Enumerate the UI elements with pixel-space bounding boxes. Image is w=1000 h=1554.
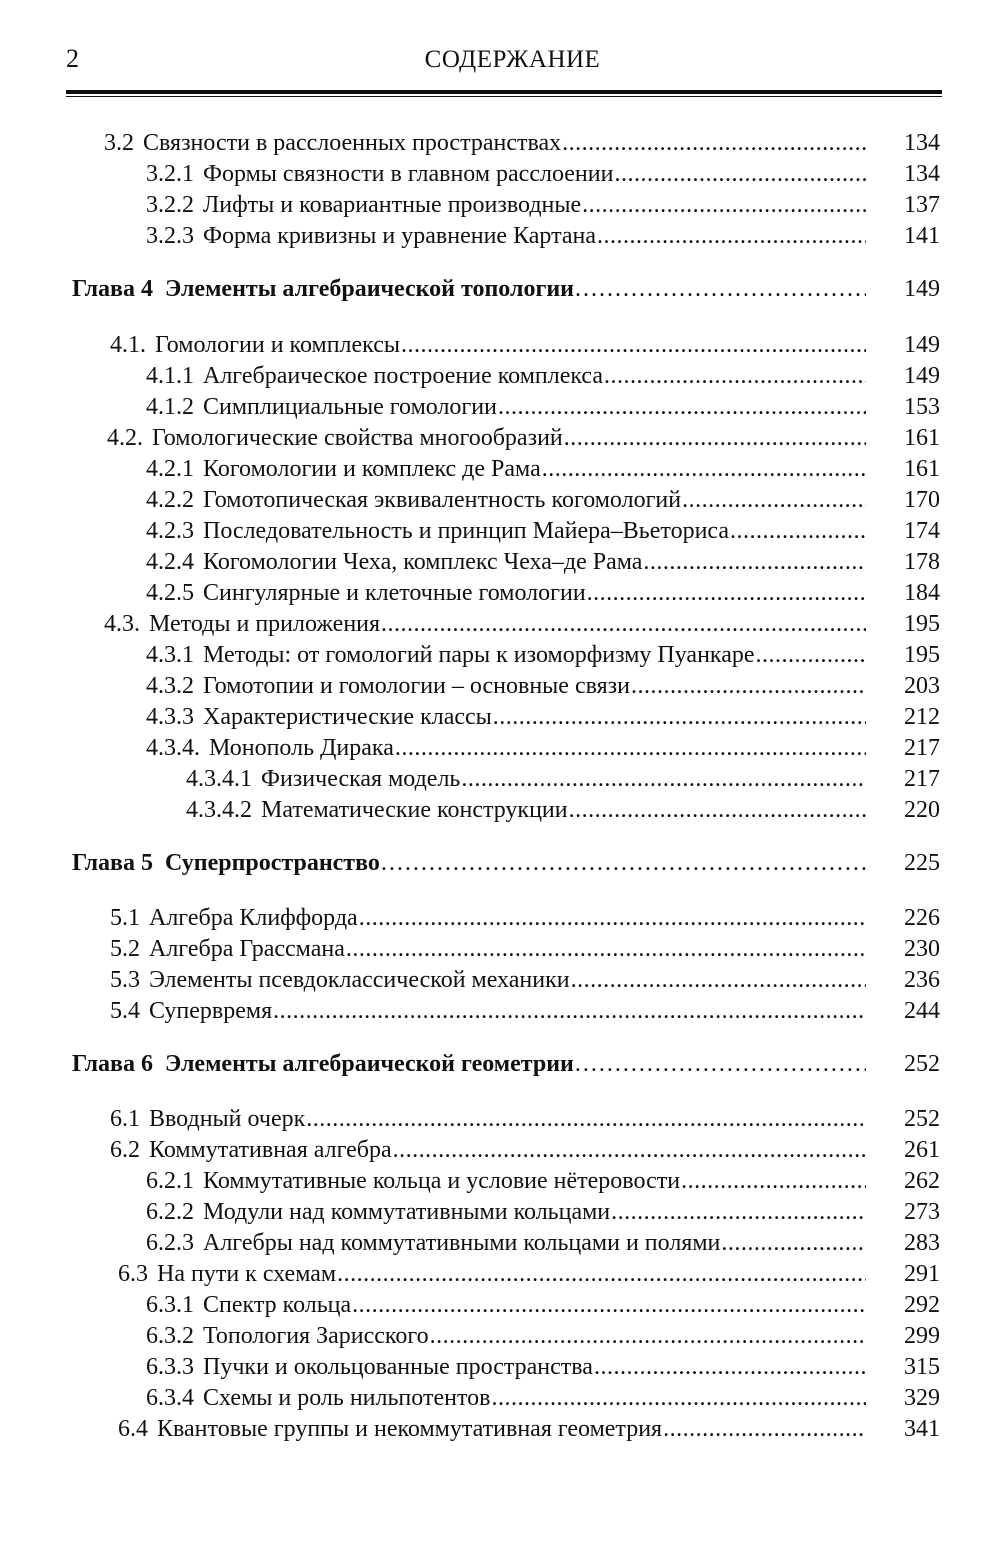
toc-page-number: 262 [904, 1168, 940, 1194]
toc-entry-row [146, 361, 940, 391]
toc-entry-row [118, 1259, 940, 1289]
toc-page-number: 170 [904, 487, 940, 513]
toc-entry-title: Вводный очерк [149, 1106, 306, 1132]
toc-entry-number: 6.3.2 [146, 1323, 194, 1349]
toc-entry-number: 6.2.1 [146, 1168, 194, 1194]
toc-entry-number: 4.3.3 [146, 704, 194, 730]
toc-entry-row [146, 516, 940, 546]
toc-page-number: 134 [904, 161, 940, 187]
toc-entry-row [110, 1104, 940, 1134]
dot-leader [611, 1197, 866, 1227]
toc-entry-row [146, 1228, 940, 1258]
toc-entry-row [146, 733, 940, 763]
dot-leader [571, 965, 866, 995]
toc-entry-title: Физическая модель [261, 766, 461, 792]
toc-entry-title: Гомотопии и гомологии – основные связи [203, 673, 630, 699]
toc-entry-title: Алгебра Грассмана [149, 936, 345, 962]
toc-entry-row [146, 671, 940, 701]
toc-entry-title: Коммутативные кольца и условие нётеровости [203, 1168, 681, 1194]
toc-entry-row [146, 1197, 940, 1227]
dot-leader [614, 159, 866, 189]
toc-entry-row [146, 1321, 940, 1351]
toc-entry-title: Элементы алгебраической топологии [165, 276, 574, 302]
dot-leader [594, 1352, 866, 1382]
toc-entry-row [146, 1290, 940, 1320]
toc-entry-title: Суперпространство [165, 850, 380, 876]
dot-leader [359, 903, 866, 933]
toc-entry-number: 4.2.3 [146, 518, 194, 544]
running-head: СОДЕРЖАНИЕ [424, 46, 601, 73]
toc-entry-row [110, 330, 940, 360]
dot-leader [273, 996, 866, 1026]
toc-entry-number: 6.2.2 [146, 1199, 194, 1225]
toc-entry-row [146, 547, 940, 577]
toc-page-number: 174 [904, 518, 940, 544]
toc-entry-number: Глава 6 [72, 1051, 153, 1077]
toc-entry-title: Сингулярные и клеточные гомологии [203, 580, 586, 606]
toc-page-number: 217 [904, 735, 940, 761]
toc-entry-row [104, 128, 940, 158]
toc-entry-number: 4.3.2 [146, 673, 194, 699]
toc-page-number: 137 [904, 192, 940, 218]
dot-leader [569, 795, 866, 825]
dot-leader [681, 1166, 866, 1196]
toc-entry-number: 4.2. [107, 425, 143, 451]
toc-page-number: 329 [904, 1385, 940, 1411]
dot-leader [393, 1135, 866, 1165]
dot-leader [562, 128, 866, 158]
toc-entry-title: Монополь Дирака [209, 735, 394, 761]
toc-page-number: 225 [904, 850, 940, 876]
toc-page-number: 283 [904, 1230, 940, 1256]
toc-entry-number: 4.1. [110, 332, 146, 358]
toc-entry-title: Алгебры над коммутативными кольцами и полями [203, 1230, 721, 1256]
toc-entry-number: 4.2.4 [146, 549, 194, 575]
toc-entry-title: Пучки и окольцованные пространства [203, 1354, 593, 1380]
dot-leader [542, 454, 866, 484]
toc-page-number: 341 [904, 1416, 940, 1442]
toc-page-number: 220 [904, 797, 940, 823]
dot-leader [597, 221, 866, 251]
toc-entry-number: Глава 5 [72, 850, 153, 876]
toc-entry-title: Супервремя [149, 998, 273, 1024]
toc-entry-row [110, 996, 940, 1026]
dot-leader [381, 848, 866, 878]
toc-entry-row [107, 423, 940, 453]
dot-leader [461, 764, 866, 794]
toc-entry-title: Элементы алгебраической геометрии [165, 1051, 574, 1077]
toc-entry-title: Характеристические классы [203, 704, 492, 730]
dot-leader [663, 1414, 866, 1444]
toc-entry-row [110, 1135, 940, 1165]
dot-leader [498, 392, 866, 422]
toc-page-number: 261 [904, 1137, 940, 1163]
dot-leader [756, 640, 866, 670]
toc-entry-number: 4.3.4. [146, 735, 200, 761]
toc-entry-title: Математические конструкции [261, 797, 568, 823]
toc-page-number: 217 [904, 766, 940, 792]
toc-page-number: 184 [904, 580, 940, 606]
toc-entry-row [118, 1414, 940, 1444]
toc-entry-number: 4.2.5 [146, 580, 194, 606]
toc-entry-number: 4.3. [104, 611, 140, 637]
toc-entry-number: 4.3.4.1 [186, 766, 252, 792]
dot-leader [643, 547, 866, 577]
toc-page-number: 244 [904, 998, 940, 1024]
dot-leader [564, 423, 866, 453]
toc-entry-title: Симплициальные гомологии [203, 394, 497, 420]
dot-leader [346, 934, 866, 964]
dot-leader [582, 190, 866, 220]
toc-page-number: 161 [904, 425, 940, 451]
toc-entry-number: 6.2.3 [146, 1230, 194, 1256]
toc-entry-number: Глава 4 [72, 276, 153, 302]
toc-entry-row [146, 1383, 940, 1413]
toc-page-number: 273 [904, 1199, 940, 1225]
toc-entry-row [186, 795, 940, 825]
toc-entry-number: 6.3.3 [146, 1354, 194, 1380]
toc-entry-row [146, 702, 940, 732]
toc-page-number: 141 [904, 223, 940, 249]
dot-leader [401, 330, 866, 360]
dot-leader [381, 609, 866, 639]
toc-entry-row [110, 934, 940, 964]
toc-entry-title: Методы и приложения [149, 611, 381, 637]
toc-entry-number: 4.1.1 [146, 363, 194, 389]
toc-entry-number: 6.3.1 [146, 1292, 194, 1318]
toc-chapter-row [72, 274, 940, 304]
toc-entry-row [110, 965, 940, 995]
toc-entry-row [110, 903, 940, 933]
toc-entry-title: Связности в расслоенных пространствах [143, 130, 562, 156]
toc-chapter-row [72, 1049, 940, 1079]
toc-page-number: 226 [904, 905, 940, 931]
toc-entry-row [146, 1352, 940, 1382]
toc-page-number: 236 [904, 967, 940, 993]
toc-entry-number: 6.4 [118, 1416, 148, 1442]
toc-entry-title: Квантовые группы и некоммутативная геометрия [157, 1416, 663, 1442]
page-number: 2 [66, 44, 79, 73]
toc-page-number: 195 [904, 611, 940, 637]
toc-entry-title: Когомологии и комплекс де Рама [203, 456, 541, 482]
toc-entry-number: 3.2.2 [146, 192, 194, 218]
toc-entry-number: 5.4 [110, 998, 140, 1024]
toc-entry-number: 4.1.2 [146, 394, 194, 420]
dot-leader [430, 1321, 866, 1351]
toc-entry-title: Когомологии Чеха, комплекс Чеха–де Рама [203, 549, 643, 575]
toc-entry-row [146, 640, 940, 670]
toc-entry-number: 4.2.1 [146, 456, 194, 482]
dot-leader [493, 702, 866, 732]
toc-entry-title: Топология Зарисского [203, 1323, 429, 1349]
toc-page-number: 161 [904, 456, 940, 482]
toc-entry-row [104, 609, 940, 639]
toc-entry-title: Гомологии и комплексы [155, 332, 401, 358]
dot-leader [587, 578, 866, 608]
toc-page-number: 212 [904, 704, 940, 730]
toc-entry-title: Спектр кольца [203, 1292, 352, 1318]
toc-page-number: 149 [904, 363, 940, 389]
toc-page-number: 203 [904, 673, 940, 699]
toc-entry-number: 4.3.1 [146, 642, 194, 668]
toc-page-number: 252 [904, 1051, 940, 1077]
toc-entry-title: Формы связности в главном расслоении [203, 161, 614, 187]
toc-entry-title: Элементы псевдоклассической механики [149, 967, 570, 993]
toc-entry-row [186, 764, 940, 794]
toc-entry-number: 5.2 [110, 936, 140, 962]
toc-entry-row [146, 578, 940, 608]
dot-leader [575, 1049, 866, 1079]
dot-leader [575, 274, 866, 304]
dot-leader [631, 671, 866, 701]
toc-entry-title: Схемы и роль нильпотентов [203, 1385, 491, 1411]
toc-page-number: 299 [904, 1323, 940, 1349]
toc-entry-row [146, 159, 940, 189]
toc-entry-title: Последовательность и принцип Майера–Вьеториса [203, 518, 730, 544]
toc-entry-row [146, 221, 940, 251]
toc-page-number: 178 [904, 549, 940, 575]
toc-entry-row [146, 392, 940, 422]
dot-leader [352, 1290, 866, 1320]
toc-page-number: 149 [904, 276, 940, 302]
toc-page-number: 195 [904, 642, 940, 668]
toc-entry-title: Алгебра Клиффорда [149, 905, 358, 931]
toc-entry-number: 5.3 [110, 967, 140, 993]
dot-leader [491, 1383, 866, 1413]
toc-entry-number: 6.2 [110, 1137, 140, 1163]
toc-entry-row [146, 190, 940, 220]
toc-entry-number: 6.1 [110, 1106, 140, 1132]
dot-leader [682, 485, 866, 515]
dot-leader [721, 1228, 866, 1258]
toc-entry-row [146, 485, 940, 515]
toc-entry-title: Гомотопическая эквивалентность когомологий [203, 487, 682, 513]
toc-entry-number: 6.3.4 [146, 1385, 194, 1411]
toc-entry-title: На пути к схемам [157, 1261, 337, 1287]
toc-page-number: 149 [904, 332, 940, 358]
toc-entry-title: Коммутативная алгебра [149, 1137, 392, 1163]
dot-leader [337, 1259, 866, 1289]
toc-page-number: 292 [904, 1292, 940, 1318]
toc-entry-title: Форма кривизны и уравнение Картана [203, 223, 597, 249]
toc-chapter-row [72, 848, 940, 878]
dot-leader [306, 1104, 866, 1134]
toc-entry-number: 4.2.2 [146, 487, 194, 513]
toc-entry-title: Гомологические свойства многообразий [152, 425, 563, 451]
toc-entry-number: 3.2 [104, 130, 134, 156]
toc-page-number: 315 [904, 1354, 940, 1380]
dot-leader [604, 361, 866, 391]
toc-entry-number: 5.1 [110, 905, 140, 931]
toc-entry-row [146, 454, 940, 484]
toc-entry-number: 4.3.4.2 [186, 797, 252, 823]
dot-leader [395, 733, 866, 763]
toc-page-number: 252 [904, 1106, 940, 1132]
toc-entry-number: 6.3 [118, 1261, 148, 1287]
toc-entry-number: 3.2.1 [146, 161, 194, 187]
toc-entry-title: Модули над коммутативными кольцами [203, 1199, 611, 1225]
toc-entry-row [146, 1166, 940, 1196]
toc-page-number: 291 [904, 1261, 940, 1287]
toc-entry-title: Лифты и ковариантные производные [203, 192, 582, 218]
toc-entry-number: 3.2.3 [146, 223, 194, 249]
toc-page-number: 134 [904, 130, 940, 156]
toc-page-number: 230 [904, 936, 940, 962]
toc-entry-title: Методы: от гомологий пары к изоморфизму Пуанкаре [203, 642, 755, 668]
toc-page-number: 153 [904, 394, 940, 420]
toc-entry-title: Алгебраическое построение комплекса [203, 363, 604, 389]
dot-leader [730, 516, 866, 546]
